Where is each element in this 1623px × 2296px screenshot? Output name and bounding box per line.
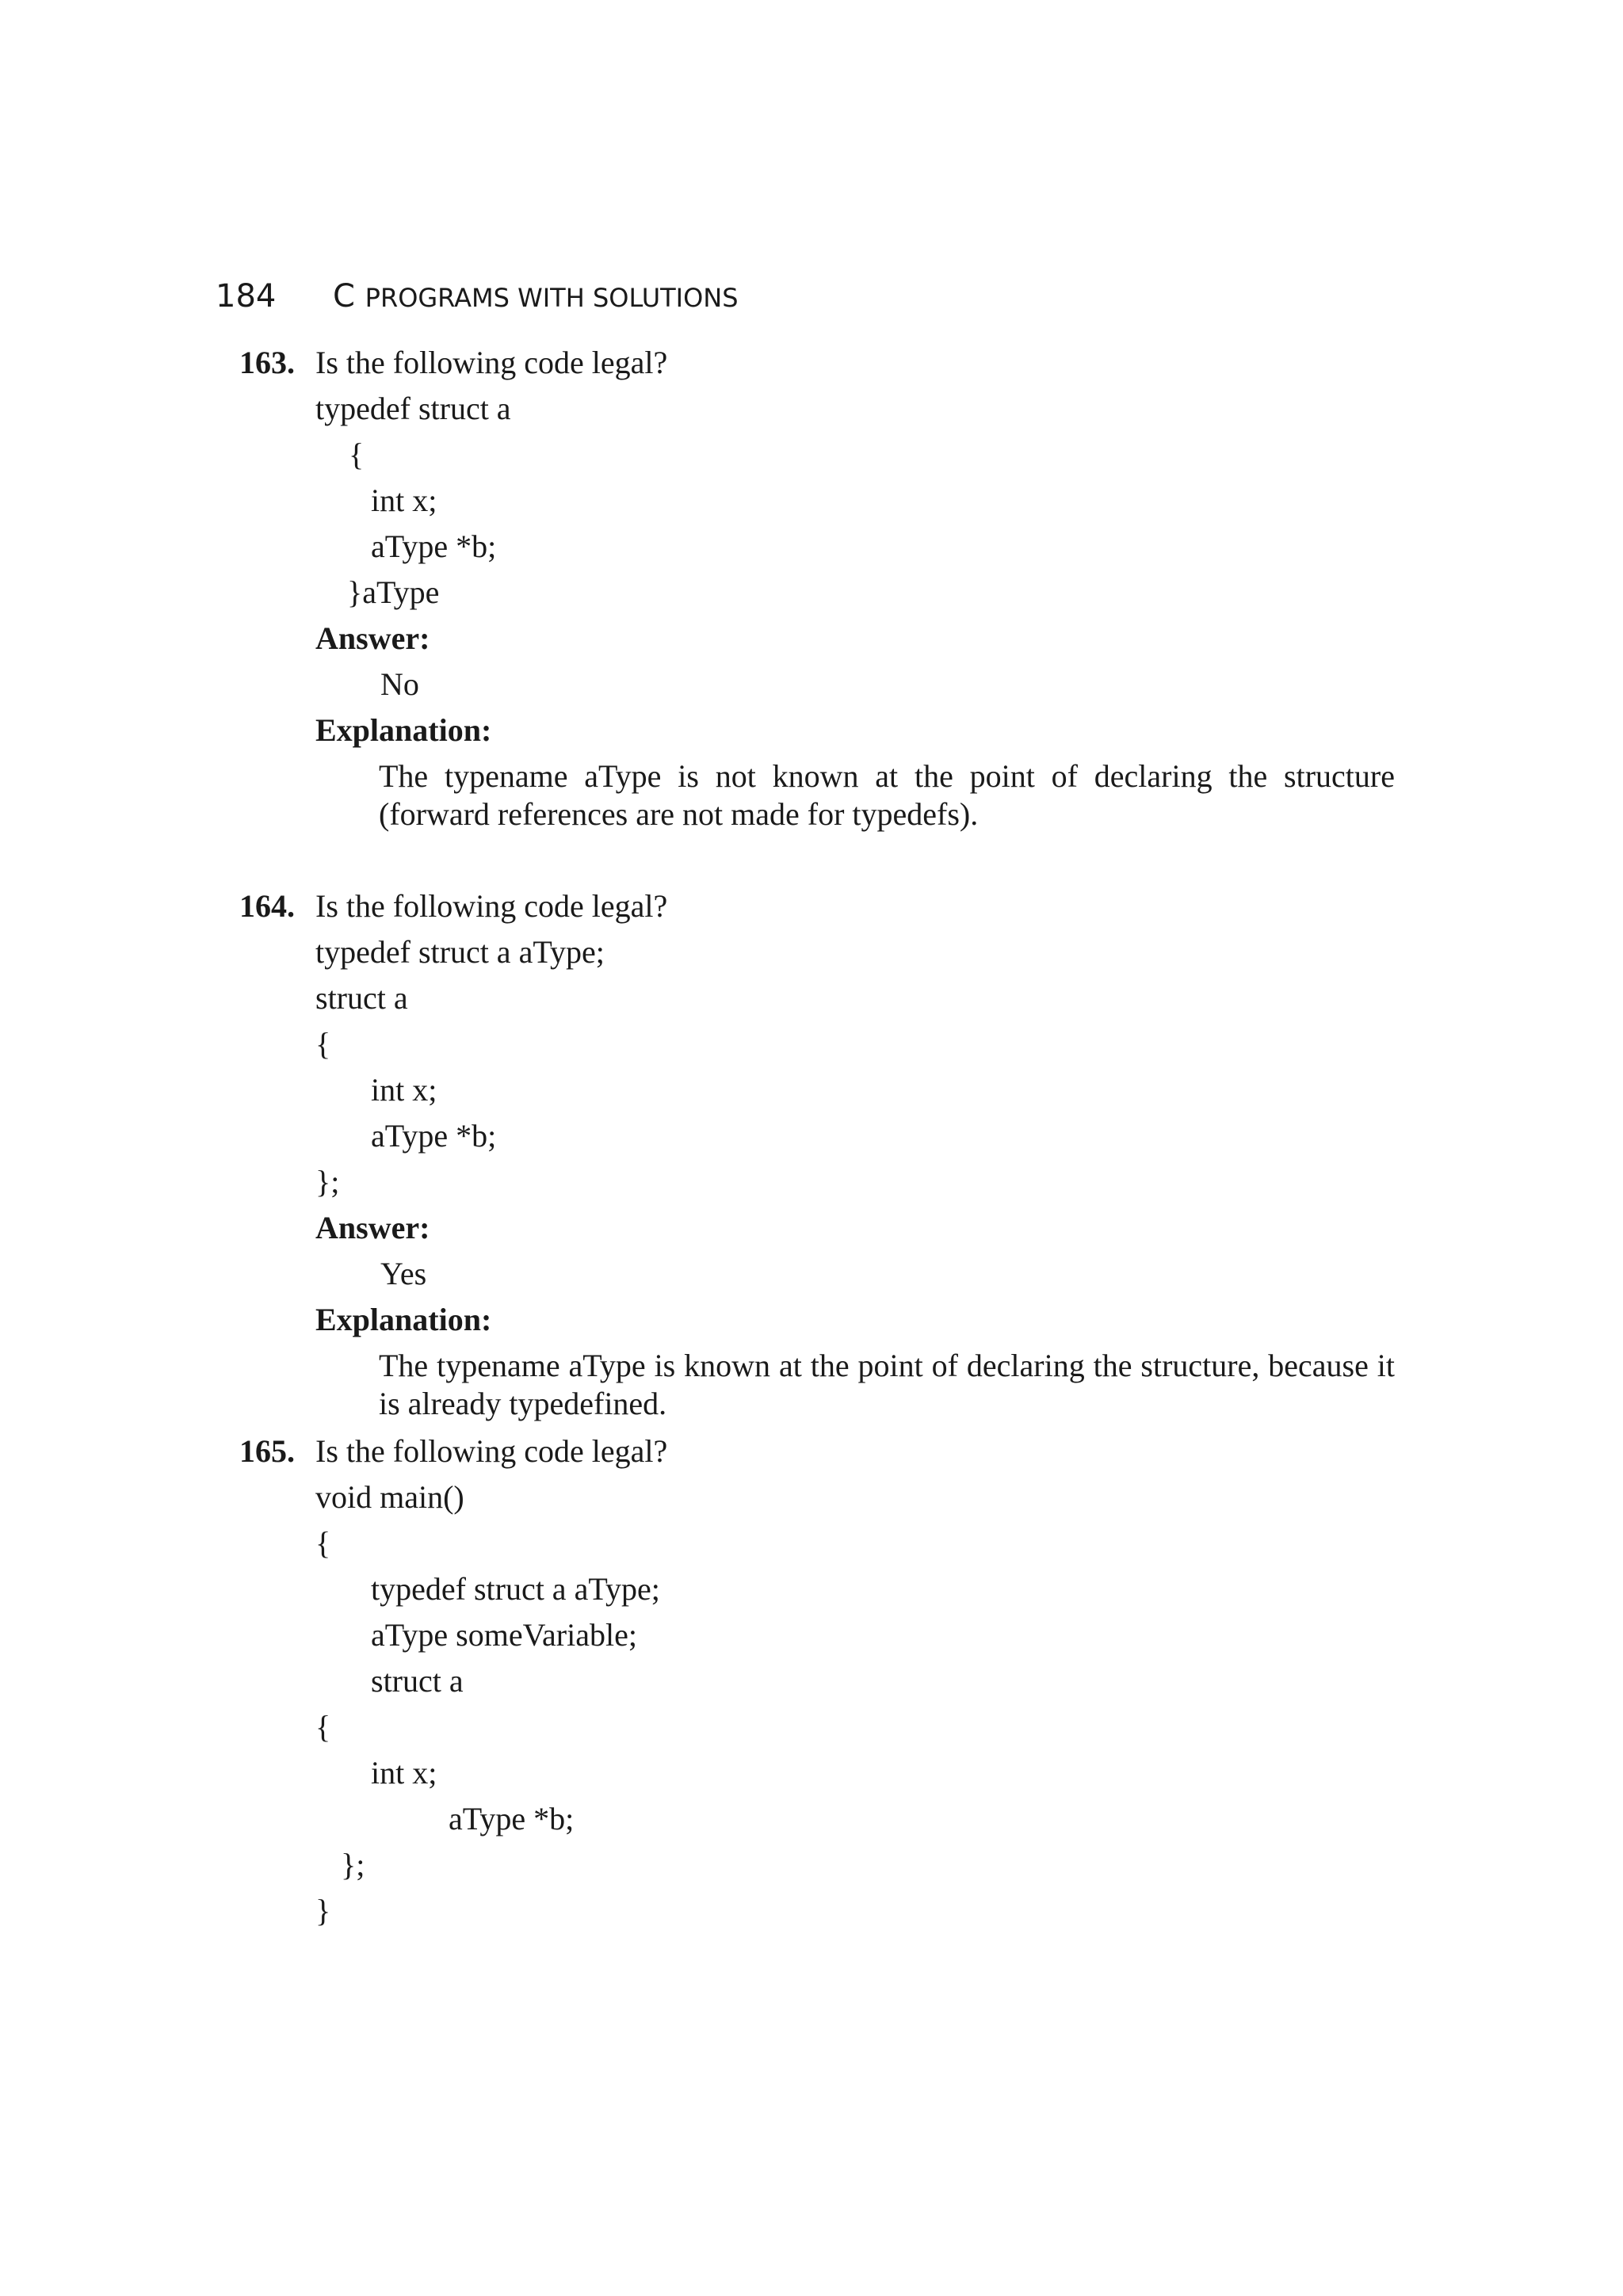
running-title-c: C	[333, 278, 365, 315]
explanation-163: The typename aType is not known at the point of declaring the structure (forward references are not made for typedefs).	[379, 758, 1395, 832]
code-line: aType *b;	[371, 1118, 497, 1154]
code-line: };	[341, 1847, 365, 1882]
code-line: {	[315, 1525, 331, 1561]
code-line: int x;	[371, 482, 437, 518]
code-line: {	[315, 1709, 331, 1745]
code-line: aType *b;	[371, 528, 497, 564]
explanation-164: The typename aType is known at the point of declaring the structure, because it is already typedefined.	[379, 1348, 1395, 1421]
code-line: aType *b;	[449, 1801, 575, 1836]
answer-label-163: Answer:	[315, 620, 430, 656]
question-number-165: 165.	[239, 1433, 295, 1469]
answer-label-164: Answer:	[315, 1210, 430, 1245]
running-title-small-caps: PROGRAMS WITH SOLUTIONS	[365, 283, 739, 313]
code-line: typedef struct a	[315, 391, 511, 426]
code-line: typedef struct a aType;	[371, 1571, 660, 1607]
code-line: int x;	[371, 1072, 437, 1108]
question-163-text: Is the following code legal?	[315, 345, 668, 380]
question-164-text: Is the following code legal?	[315, 888, 668, 924]
code-line: int x;	[371, 1755, 437, 1791]
answer-164: Yes	[380, 1256, 427, 1291]
explanation-label-163: Explanation:	[315, 712, 492, 748]
code-line: {	[349, 437, 365, 472]
question-165-text: Is the following code legal?	[315, 1433, 668, 1469]
page-header	[216, 273, 739, 322]
code-line: struct a	[371, 1663, 464, 1699]
code-line: }aType	[347, 574, 440, 610]
code-line: };	[315, 1164, 340, 1199]
code-line: struct a	[315, 980, 408, 1016]
page-number: 184	[216, 278, 277, 315]
code-line: }	[315, 1893, 331, 1928]
code-line: typedef struct a aType;	[315, 934, 605, 970]
code-line: void main()	[315, 1479, 464, 1515]
explanation-label-164: Explanation:	[315, 1302, 492, 1337]
code-line: {	[315, 1026, 331, 1062]
question-number-163: 163.	[239, 345, 295, 380]
answer-163: No	[380, 666, 419, 702]
code-line: aType someVariable;	[371, 1617, 637, 1653]
question-number-164: 164.	[239, 888, 295, 924]
